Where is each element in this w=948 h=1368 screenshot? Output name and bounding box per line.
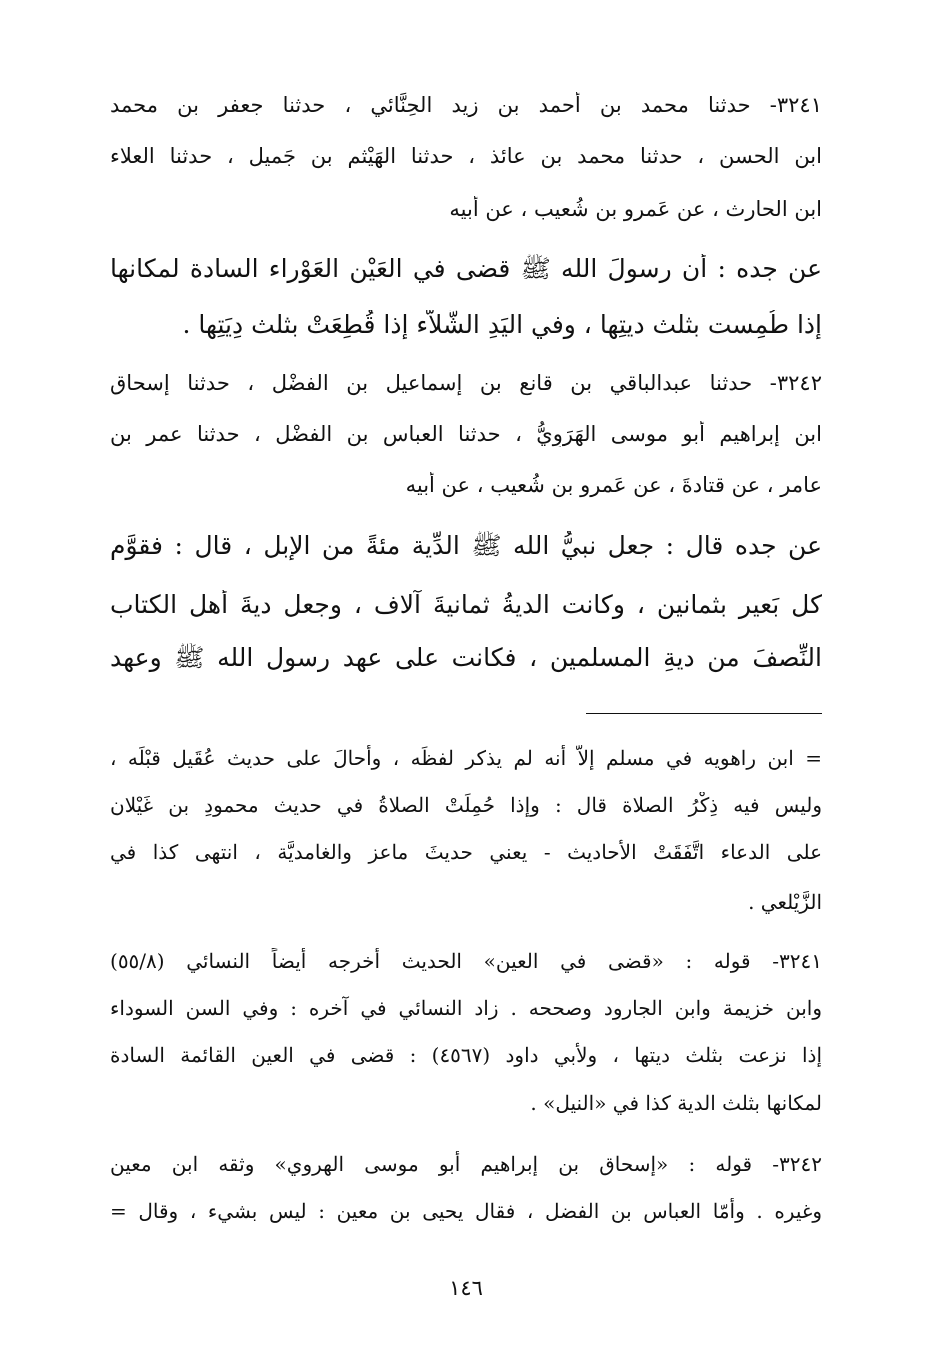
hadith-3242-matn-line-1: عن جده قال : جعل نبيُّ الله ﷺ الدِّية مئةً من الإبل ، قال : فقوَّم <box>110 531 822 560</box>
footnote-3241-line-1: ٣٢٤١- قوله : «قضى في العين» الحديث أخرجه أيضاً النسائي (٥٥/٨) <box>110 949 822 973</box>
hadith-3241-isnad-line-2: ابن الحسن ، حدثنا محمد بن عائذ ، حدثنا الهَيْثم بن جَميل ، حدثنا العلاء <box>110 144 822 168</box>
hadith-3242-isnad-line-2: ابن إبراهيم أبو موسى الهَرَوِيُّ ، حدثنا العباس بن الفضْل ، حدثنا عمر بن <box>110 422 822 446</box>
hadith-3241-matn-line-2: إذا طُمِست بثلث ديتِها ، وفي اليَدِ الشَّلاَّء إذا قُطِعَتْ بثلث دِيَتِها . <box>182 310 822 339</box>
footnote-continuation-line-3: على الدعاء اتَّفَقَتْ الأحاديث - يعني حديثَ ماعز والغامديَّة ، انتهى كذا في <box>110 840 822 864</box>
hadith-3241-isnad-line-1: ٣٢٤١- حدثنا محمد بن أحمد بن زيد الحِنَّائي ، حدثنا جعفر بن محمد <box>110 93 822 117</box>
footnote-continuation-line-2: وليس فيه ذِكْرُ الصلاة قال : وإذا حُمِلَتْ الصلاةُ في حديث محمودِ بن غَيْلان <box>110 793 822 817</box>
hadith-3241-isnad-line-3: ابن الحارث ، عن عَمرو بن شُعيب ، عن أبيه <box>449 197 822 221</box>
footnote-3241-line-4: لمكانها بثلث الدية كذا في «النيل» . <box>530 1091 822 1115</box>
hadith-3242-isnad-line-1: ٣٢٤٢- حدثنا عبدالباقي بن قانع بن إسماعيل بن الفضْل ، حدثنا إسحاق <box>110 371 822 395</box>
footnote-continuation-line-1: = ابن راهويه في مسلم إلاَّ أنه لم يذكر لفظَه ، وأحالَ على حديث عُقَيل قبْلَه ، <box>110 746 822 770</box>
footnote-3241-line-3: إذا نزعت بثلث ديتها ، ولأبي داود (٤٥٦٧) : قضى في العين القائمة السادة <box>110 1043 822 1067</box>
hadith-3241-matn-line-1: عن جده : أن رسولَ الله ﷺ قضى في العَيْنِ العَوْراء السادة لمكانها <box>110 254 822 283</box>
footnote-3242-line-1: ٣٢٤٢- قوله : «إسحاق بن إبراهيم أبو موسى الهروي» وثقه ابن معين <box>110 1152 822 1176</box>
book-page <box>110 80 822 1330</box>
footnote-continuation-line-4: الزَّيْلعي . <box>748 890 822 914</box>
footnote-separator <box>586 713 822 714</box>
hadith-3242-matn-line-3: النِّصفَ من ديةِ المسلمين ، فكانت على عهد رسول الله ﷺ وعهد <box>110 643 822 672</box>
hadith-3242-isnad-line-3: عامر ، عن قتادةَ ، عن عَمرو بن شُعيب ، عن أبيه <box>405 473 822 497</box>
hadith-3242-matn-line-2: كل بَعير بثمانين ، وكانت الديةُ ثمانيةَ آلاف ، وجعل ديةَ أهل الكتاب <box>110 590 822 619</box>
footnote-3241-line-2: وابن خزيمة وابن الجارود وصححه . زاد النسائي في آخره : وفي السن السوداء <box>110 996 822 1020</box>
footnote-3242-line-2: وغيره . وأمّا العباس بن الفضل ، فقال يحيى بن معين : ليس بشيء ، وقال = <box>110 1199 822 1223</box>
page-number: ١٤٦ <box>449 1276 483 1300</box>
